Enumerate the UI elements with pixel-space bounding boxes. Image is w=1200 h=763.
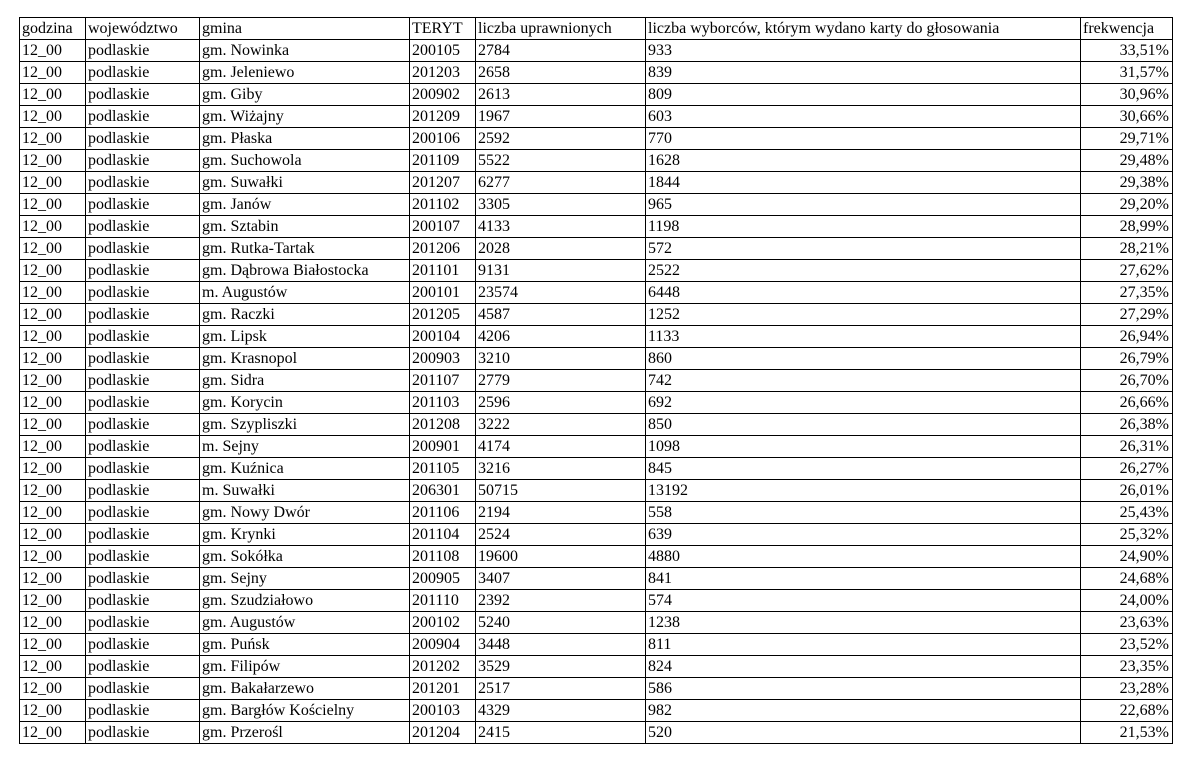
cell-frekwencja: 28,21% [1081, 238, 1173, 260]
cell-liczba-uprawnionych: 4174 [476, 436, 646, 458]
cell-wojewodztwo: podlaskie [86, 62, 200, 84]
cell-liczba-wyborcow: 845 [646, 458, 1081, 480]
cell-godzina: 12_00 [20, 106, 86, 128]
cell-frekwencja: 29,71% [1081, 128, 1173, 150]
cell-liczba-uprawnionych: 3407 [476, 568, 646, 590]
cell-wojewodztwo: podlaskie [86, 106, 200, 128]
table-row [20, 568, 1173, 590]
cell-teryt: 200905 [410, 568, 476, 590]
cell-godzina: 12_00 [20, 370, 86, 392]
cell-liczba-wyborcow: 850 [646, 414, 1081, 436]
cell-teryt: 200106 [410, 128, 476, 150]
cell-frekwencja: 28,99% [1081, 216, 1173, 238]
cell-liczba-uprawnionych: 2592 [476, 128, 646, 150]
cell-frekwencja: 26,01% [1081, 480, 1173, 502]
cell-teryt: 200102 [410, 612, 476, 634]
cell-wojewodztwo: podlaskie [86, 612, 200, 634]
cell-liczba-uprawnionych: 19600 [476, 546, 646, 568]
cell-liczba-wyborcow: 809 [646, 84, 1081, 106]
table-row [20, 172, 1173, 194]
cell-frekwencja: 25,43% [1081, 502, 1173, 524]
cell-liczba-uprawnionych: 2524 [476, 524, 646, 546]
cell-gmina: gm. Suwałki [200, 172, 410, 194]
cell-gmina: gm. Szypliszki [200, 414, 410, 436]
cell-gmina: gm. Raczki [200, 304, 410, 326]
cell-liczba-wyborcow: 1628 [646, 150, 1081, 172]
cell-wojewodztwo: podlaskie [86, 458, 200, 480]
table-row [20, 590, 1173, 612]
cell-gmina: gm. Filipów [200, 656, 410, 678]
cell-godzina: 12_00 [20, 194, 86, 216]
cell-gmina: gm. Nowy Dwór [200, 502, 410, 524]
cell-liczba-wyborcow: 860 [646, 348, 1081, 370]
table-row [20, 106, 1173, 128]
header-liczba-wyborcow: liczba wyborców, którym wydano karty do głosowania [646, 18, 1081, 40]
cell-wojewodztwo: podlaskie [86, 678, 200, 700]
cell-liczba-wyborcow: 982 [646, 700, 1081, 722]
cell-frekwencja: 26,31% [1081, 436, 1173, 458]
cell-liczba-wyborcow: 1098 [646, 436, 1081, 458]
cell-gmina: gm. Lipsk [200, 326, 410, 348]
cell-wojewodztwo: podlaskie [86, 634, 200, 656]
cell-liczba-uprawnionych: 2596 [476, 392, 646, 414]
cell-gmina: gm. Jeleniewo [200, 62, 410, 84]
cell-liczba-uprawnionych: 2415 [476, 722, 646, 744]
cell-gmina: m. Suwałki [200, 480, 410, 502]
cell-liczba-wyborcow: 639 [646, 524, 1081, 546]
cell-liczba-uprawnionych: 4133 [476, 216, 646, 238]
cell-godzina: 12_00 [20, 348, 86, 370]
cell-frekwencja: 23,52% [1081, 634, 1173, 656]
cell-wojewodztwo: podlaskie [86, 172, 200, 194]
cell-liczba-wyborcow: 1238 [646, 612, 1081, 634]
table-row [20, 238, 1173, 260]
cell-gmina: gm. Giby [200, 84, 410, 106]
cell-gmina: gm. Nowinka [200, 40, 410, 62]
cell-godzina: 12_00 [20, 590, 86, 612]
cell-godzina: 12_00 [20, 436, 86, 458]
cell-wojewodztwo: podlaskie [86, 348, 200, 370]
table-row [20, 700, 1173, 722]
cell-wojewodztwo: podlaskie [86, 194, 200, 216]
header-liczba-uprawnionych: liczba uprawnionych [476, 18, 646, 40]
table-row [20, 656, 1173, 678]
cell-godzina: 12_00 [20, 700, 86, 722]
cell-teryt: 200107 [410, 216, 476, 238]
cell-liczba-wyborcow: 558 [646, 502, 1081, 524]
cell-godzina: 12_00 [20, 304, 86, 326]
cell-godzina: 12_00 [20, 260, 86, 282]
cell-liczba-uprawnionych: 50715 [476, 480, 646, 502]
table-row [20, 612, 1173, 634]
cell-frekwencja: 26,79% [1081, 348, 1173, 370]
table-row [20, 392, 1173, 414]
cell-frekwencja: 22,68% [1081, 700, 1173, 722]
cell-godzina: 12_00 [20, 678, 86, 700]
cell-liczba-wyborcow: 933 [646, 40, 1081, 62]
table-row [20, 678, 1173, 700]
table-row [20, 502, 1173, 524]
cell-liczba-wyborcow: 586 [646, 678, 1081, 700]
cell-wojewodztwo: podlaskie [86, 590, 200, 612]
table-row [20, 194, 1173, 216]
table-row [20, 722, 1173, 744]
cell-godzina: 12_00 [20, 502, 86, 524]
cell-teryt: 201205 [410, 304, 476, 326]
cell-liczba-wyborcow: 2522 [646, 260, 1081, 282]
cell-teryt: 201207 [410, 172, 476, 194]
cell-frekwencja: 26,70% [1081, 370, 1173, 392]
cell-liczba-uprawnionych: 2613 [476, 84, 646, 106]
cell-wojewodztwo: podlaskie [86, 524, 200, 546]
cell-liczba-uprawnionych: 3305 [476, 194, 646, 216]
cell-teryt: 201105 [410, 458, 476, 480]
cell-godzina: 12_00 [20, 62, 86, 84]
cell-frekwencja: 29,48% [1081, 150, 1173, 172]
cell-liczba-wyborcow: 965 [646, 194, 1081, 216]
cell-teryt: 201102 [410, 194, 476, 216]
cell-teryt: 200105 [410, 40, 476, 62]
cell-liczba-uprawnionych: 2517 [476, 678, 646, 700]
cell-frekwencja: 26,27% [1081, 458, 1173, 480]
cell-gmina: gm. Sztabin [200, 216, 410, 238]
cell-teryt: 201104 [410, 524, 476, 546]
cell-godzina: 12_00 [20, 458, 86, 480]
cell-frekwencja: 21,53% [1081, 722, 1173, 744]
cell-liczba-wyborcow: 692 [646, 392, 1081, 414]
cell-gmina: gm. Sokółka [200, 546, 410, 568]
cell-wojewodztwo: podlaskie [86, 414, 200, 436]
cell-teryt: 201203 [410, 62, 476, 84]
cell-gmina: gm. Płaska [200, 128, 410, 150]
cell-liczba-wyborcow: 1198 [646, 216, 1081, 238]
cell-wojewodztwo: podlaskie [86, 304, 200, 326]
cell-liczba-uprawnionych: 2779 [476, 370, 646, 392]
cell-teryt: 200103 [410, 700, 476, 722]
cell-wojewodztwo: podlaskie [86, 370, 200, 392]
cell-liczba-uprawnionych: 5240 [476, 612, 646, 634]
cell-godzina: 12_00 [20, 524, 86, 546]
table-row [20, 216, 1173, 238]
cell-wojewodztwo: podlaskie [86, 502, 200, 524]
cell-liczba-wyborcow: 4880 [646, 546, 1081, 568]
cell-liczba-wyborcow: 520 [646, 722, 1081, 744]
cell-teryt: 201107 [410, 370, 476, 392]
table-row [20, 326, 1173, 348]
cell-godzina: 12_00 [20, 414, 86, 436]
cell-frekwencja: 29,20% [1081, 194, 1173, 216]
cell-frekwencja: 24,00% [1081, 590, 1173, 612]
cell-wojewodztwo: podlaskie [86, 84, 200, 106]
cell-liczba-uprawnionych: 4587 [476, 304, 646, 326]
cell-frekwencja: 27,35% [1081, 282, 1173, 304]
cell-gmina: gm. Janów [200, 194, 410, 216]
cell-teryt: 201208 [410, 414, 476, 436]
cell-gmina: gm. Korycin [200, 392, 410, 414]
cell-frekwencja: 30,96% [1081, 84, 1173, 106]
cell-liczba-uprawnionych: 3529 [476, 656, 646, 678]
cell-liczba-uprawnionych: 23574 [476, 282, 646, 304]
cell-godzina: 12_00 [20, 480, 86, 502]
cell-gmina: gm. Przerośl [200, 722, 410, 744]
cell-liczba-uprawnionych: 2658 [476, 62, 646, 84]
cell-liczba-uprawnionych: 2784 [476, 40, 646, 62]
cell-frekwencja: 23,28% [1081, 678, 1173, 700]
cell-godzina: 12_00 [20, 634, 86, 656]
cell-gmina: gm. Augustów [200, 612, 410, 634]
cell-liczba-wyborcow: 13192 [646, 480, 1081, 502]
cell-liczba-uprawnionych: 4329 [476, 700, 646, 722]
cell-teryt: 200901 [410, 436, 476, 458]
turnout-table [19, 17, 1173, 744]
table-row [20, 40, 1173, 62]
cell-frekwencja: 24,90% [1081, 546, 1173, 568]
cell-gmina: gm. Kuźnica [200, 458, 410, 480]
table-row [20, 260, 1173, 282]
cell-wojewodztwo: podlaskie [86, 40, 200, 62]
table-row [20, 150, 1173, 172]
cell-gmina: gm. Krynki [200, 524, 410, 546]
cell-godzina: 12_00 [20, 128, 86, 150]
cell-wojewodztwo: podlaskie [86, 150, 200, 172]
cell-gmina: gm. Dąbrowa Białostocka [200, 260, 410, 282]
cell-teryt: 200104 [410, 326, 476, 348]
header-frekwencja: frekwencja [1081, 18, 1173, 40]
table-row [20, 414, 1173, 436]
cell-frekwencja: 25,32% [1081, 524, 1173, 546]
table-row [20, 480, 1173, 502]
cell-liczba-uprawnionych: 6277 [476, 172, 646, 194]
cell-liczba-wyborcow: 742 [646, 370, 1081, 392]
cell-teryt: 201204 [410, 722, 476, 744]
table-row [20, 282, 1173, 304]
header-wojewodztwo: województwo [86, 18, 200, 40]
cell-godzina: 12_00 [20, 150, 86, 172]
header-row [20, 18, 1173, 40]
table-row [20, 348, 1173, 370]
cell-godzina: 12_00 [20, 568, 86, 590]
cell-liczba-wyborcow: 1252 [646, 304, 1081, 326]
cell-wojewodztwo: podlaskie [86, 700, 200, 722]
cell-liczba-uprawnionych: 3222 [476, 414, 646, 436]
cell-godzina: 12_00 [20, 722, 86, 744]
cell-liczba-wyborcow: 6448 [646, 282, 1081, 304]
cell-wojewodztwo: podlaskie [86, 722, 200, 744]
cell-liczba-uprawnionych: 3210 [476, 348, 646, 370]
cell-frekwencja: 31,57% [1081, 62, 1173, 84]
header-teryt: TERYT [410, 18, 476, 40]
cell-wojewodztwo: podlaskie [86, 546, 200, 568]
cell-gmina: gm. Bakałarzewo [200, 678, 410, 700]
cell-gmina: gm. Sejny [200, 568, 410, 590]
cell-godzina: 12_00 [20, 656, 86, 678]
cell-gmina: gm. Rutka-Tartak [200, 238, 410, 260]
cell-godzina: 12_00 [20, 612, 86, 634]
cell-teryt: 201110 [410, 590, 476, 612]
cell-frekwencja: 23,35% [1081, 656, 1173, 678]
table-row [20, 128, 1173, 150]
cell-liczba-wyborcow: 1844 [646, 172, 1081, 194]
cell-teryt: 200101 [410, 282, 476, 304]
cell-frekwencja: 33,51% [1081, 40, 1173, 62]
cell-frekwencja: 29,38% [1081, 172, 1173, 194]
cell-frekwencja: 24,68% [1081, 568, 1173, 590]
cell-godzina: 12_00 [20, 282, 86, 304]
table-row [20, 634, 1173, 656]
cell-wojewodztwo: podlaskie [86, 326, 200, 348]
cell-wojewodztwo: podlaskie [86, 568, 200, 590]
cell-teryt: 201106 [410, 502, 476, 524]
cell-teryt: 206301 [410, 480, 476, 502]
cell-liczba-wyborcow: 770 [646, 128, 1081, 150]
header-gmina: gmina [200, 18, 410, 40]
cell-teryt: 200904 [410, 634, 476, 656]
cell-teryt: 201101 [410, 260, 476, 282]
cell-liczba-uprawnionych: 4206 [476, 326, 646, 348]
cell-teryt: 200902 [410, 84, 476, 106]
cell-godzina: 12_00 [20, 238, 86, 260]
cell-frekwencja: 27,62% [1081, 260, 1173, 282]
cell-gmina: gm. Wiżajny [200, 106, 410, 128]
cell-godzina: 12_00 [20, 84, 86, 106]
cell-teryt: 201209 [410, 106, 476, 128]
cell-gmina: gm. Bargłów Kościelny [200, 700, 410, 722]
cell-teryt: 201109 [410, 150, 476, 172]
cell-liczba-wyborcow: 603 [646, 106, 1081, 128]
cell-frekwencja: 23,63% [1081, 612, 1173, 634]
cell-teryt: 201202 [410, 656, 476, 678]
cell-wojewodztwo: podlaskie [86, 436, 200, 458]
cell-wojewodztwo: podlaskie [86, 392, 200, 414]
cell-gmina: gm. Suchowola [200, 150, 410, 172]
cell-gmina: gm. Sidra [200, 370, 410, 392]
cell-liczba-uprawnionych: 3216 [476, 458, 646, 480]
table-row [20, 458, 1173, 480]
table-row [20, 84, 1173, 106]
cell-wojewodztwo: podlaskie [86, 260, 200, 282]
cell-frekwencja: 26,94% [1081, 326, 1173, 348]
cell-frekwencja: 26,66% [1081, 392, 1173, 414]
cell-godzina: 12_00 [20, 216, 86, 238]
cell-godzina: 12_00 [20, 546, 86, 568]
cell-liczba-wyborcow: 839 [646, 62, 1081, 84]
cell-frekwencja: 27,29% [1081, 304, 1173, 326]
cell-wojewodztwo: podlaskie [86, 480, 200, 502]
cell-liczba-wyborcow: 811 [646, 634, 1081, 656]
cell-liczba-wyborcow: 1133 [646, 326, 1081, 348]
cell-gmina: m. Augustów [200, 282, 410, 304]
cell-wojewodztwo: podlaskie [86, 216, 200, 238]
cell-teryt: 200903 [410, 348, 476, 370]
cell-wojewodztwo: podlaskie [86, 656, 200, 678]
cell-teryt: 201108 [410, 546, 476, 568]
table-row [20, 436, 1173, 458]
cell-liczba-uprawnionych: 5522 [476, 150, 646, 172]
cell-liczba-uprawnionych: 1967 [476, 106, 646, 128]
table-row [20, 370, 1173, 392]
cell-frekwencja: 26,38% [1081, 414, 1173, 436]
cell-liczba-uprawnionych: 2194 [476, 502, 646, 524]
cell-liczba-wyborcow: 574 [646, 590, 1081, 612]
cell-wojewodztwo: podlaskie [86, 238, 200, 260]
table-row [20, 546, 1173, 568]
table-row [20, 304, 1173, 326]
cell-gmina: m. Sejny [200, 436, 410, 458]
header-godzina: godzina [20, 18, 86, 40]
cell-gmina: gm. Szudziałowo [200, 590, 410, 612]
cell-teryt: 201103 [410, 392, 476, 414]
cell-liczba-uprawnionych: 9131 [476, 260, 646, 282]
cell-liczba-wyborcow: 572 [646, 238, 1081, 260]
table-row [20, 62, 1173, 84]
table-body [20, 40, 1173, 744]
cell-wojewodztwo: podlaskie [86, 282, 200, 304]
cell-teryt: 201201 [410, 678, 476, 700]
cell-liczba-uprawnionych: 2028 [476, 238, 646, 260]
cell-liczba-uprawnionych: 2392 [476, 590, 646, 612]
table-row [20, 524, 1173, 546]
cell-liczba-wyborcow: 824 [646, 656, 1081, 678]
cell-godzina: 12_00 [20, 172, 86, 194]
cell-liczba-wyborcow: 841 [646, 568, 1081, 590]
cell-liczba-uprawnionych: 3448 [476, 634, 646, 656]
cell-godzina: 12_00 [20, 392, 86, 414]
cell-frekwencja: 30,66% [1081, 106, 1173, 128]
cell-godzina: 12_00 [20, 326, 86, 348]
cell-teryt: 201206 [410, 238, 476, 260]
cell-wojewodztwo: podlaskie [86, 128, 200, 150]
cell-gmina: gm. Puńsk [200, 634, 410, 656]
cell-godzina: 12_00 [20, 40, 86, 62]
cell-gmina: gm. Krasnopol [200, 348, 410, 370]
